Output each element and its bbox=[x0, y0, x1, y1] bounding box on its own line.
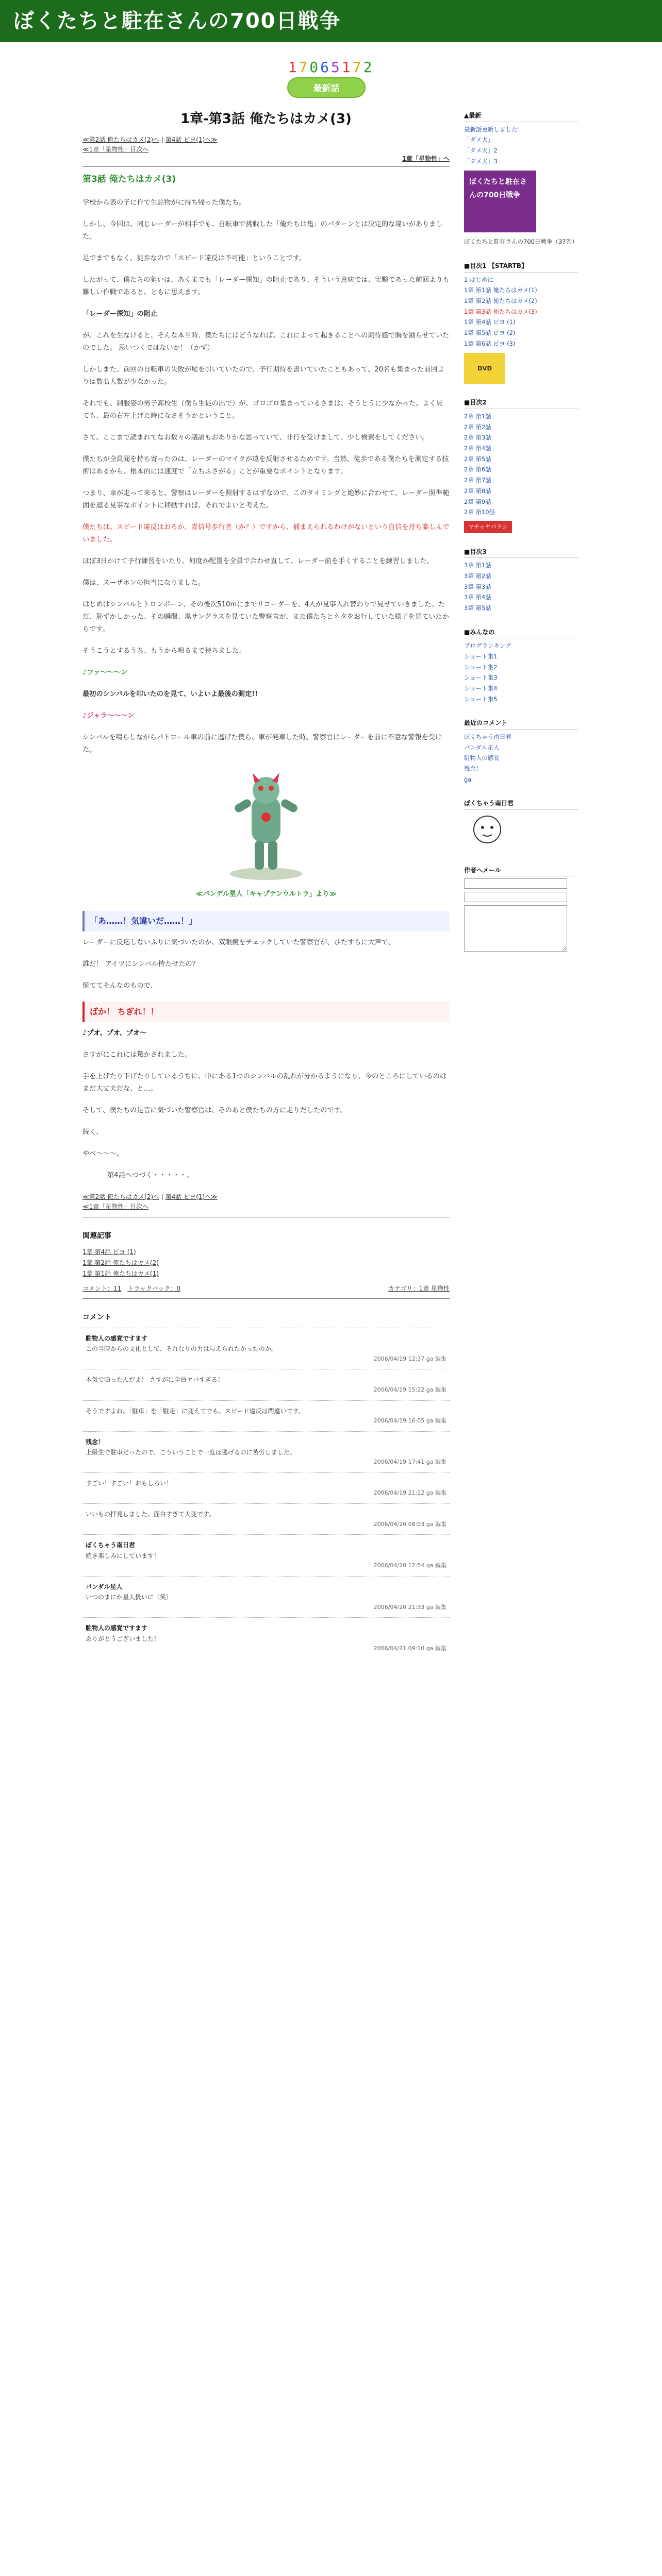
comment-author: 駐物人の感覚ですます bbox=[86, 1624, 148, 1632]
top-navigation bbox=[82, 135, 450, 155]
counter-digit: 1 bbox=[341, 59, 353, 76]
sidebar-toc2 bbox=[464, 397, 578, 533]
comment-text: いつのまにか星人扱いに（笑） bbox=[86, 1594, 173, 1601]
sidebar-heading: ▲最新 bbox=[464, 110, 578, 122]
comment-text: いいもの拝見しました。面白すぎて大変です。 bbox=[86, 1511, 216, 1518]
comment-item bbox=[82, 1503, 450, 1534]
counter-digit: 5 bbox=[331, 59, 342, 76]
paragraph: やべ〜〜〜。 bbox=[82, 1149, 124, 1158]
comment-text: すごい！すごい！おもしろい！ bbox=[86, 1480, 173, 1487]
paragraph: レーダーに反応しないふりに気づいたのか、双眼鏡をチェックしていた警察官が、ひたすらに大声で、 bbox=[82, 938, 395, 946]
sidebar-link[interactable]: 2章 第9話 bbox=[464, 498, 491, 505]
paragraph: 慌ててそんなのもので、 bbox=[82, 981, 157, 990]
entry-meta bbox=[82, 1283, 450, 1294]
sidebar-heading: ■目次1 【STARTB】 bbox=[464, 261, 578, 273]
paragraph: さて、ここまで読まれてなお数々の議論もおありかな思っていて、非行を受けまして、少し検索をしてください。 bbox=[82, 434, 429, 442]
sidebar-link[interactable]: 3章 第1話 bbox=[464, 562, 491, 569]
sidebar-link[interactable]: ショート集5 bbox=[464, 695, 498, 703]
comment-stamp: 2006/04/20 08:03 ga 編集 bbox=[373, 1520, 446, 1528]
comment-item bbox=[82, 1576, 450, 1617]
site-header bbox=[0, 0, 662, 42]
sidebar-link[interactable]: 3章 第2話 bbox=[464, 572, 491, 580]
related-heading: 関連記事 bbox=[82, 1232, 111, 1240]
related-link[interactable]: 1章 第1話 俺たちはカメ(1) bbox=[82, 1269, 159, 1277]
main-content bbox=[82, 110, 450, 1659]
paragraph: そうこうとするうち、もうから鳴るまで待ちました。 bbox=[82, 647, 246, 655]
sidebar bbox=[464, 110, 578, 969]
paragraph: そして、僕たちの足音に気づいた警察官は、そのあと僕たちの方に走りだしたのです。 bbox=[82, 1106, 347, 1114]
comment-stamp: 2006/04/20 12:54 ga 編集 bbox=[373, 1562, 446, 1569]
counter-digit: 6 bbox=[320, 59, 331, 76]
comments-heading: コメント bbox=[82, 1313, 111, 1321]
sidebar-heading: 作者へメール bbox=[464, 865, 578, 877]
sidebar-link[interactable]: ショート集4 bbox=[464, 685, 498, 692]
comment-item bbox=[82, 1472, 450, 1503]
latest-episode-button[interactable]: 最新話 bbox=[287, 77, 366, 98]
sidebar-heading: ぼくちゃう南日君 bbox=[464, 798, 578, 810]
sidebar-link[interactable]: 最新話更新しました！ bbox=[464, 125, 523, 133]
comments-count-link[interactable]: コメント：11 bbox=[82, 1284, 122, 1292]
paragraph: 僕たちが全員聞を持ち寄ったのは、レーダーのマイクが遠を反射させるためです。当然、徒歩である僕たちを測定する技術はあるから、根本的には速度で「立ちふさがる」ことが重要なポイントとなります。 bbox=[82, 455, 449, 476]
comment-item bbox=[82, 1617, 450, 1658]
sidebar-link[interactable]: 2章 第6話 bbox=[464, 466, 491, 473]
category-link[interactable]: カテゴリ：1章 星物性 bbox=[388, 1284, 450, 1292]
sidebar-link[interactable]: 2章 第8話 bbox=[464, 487, 491, 495]
divider bbox=[82, 1298, 450, 1299]
comment-text: 上級生で駐車だったので、こういうことで一度は逃げるのに苦労しました。 bbox=[86, 1449, 296, 1456]
comment-text: 続き楽しみにしています！ bbox=[86, 1552, 160, 1560]
sidebar-link[interactable]: ショート集2 bbox=[464, 663, 498, 671]
next-episode-link[interactable]: 第4話 ビヨ(1)へ≫ bbox=[165, 1193, 218, 1200]
sidebar-link[interactable]: 3章 第3話 bbox=[464, 583, 491, 590]
chapter-index-link[interactable]: ≪1章「星物性」目次へ bbox=[82, 1202, 149, 1210]
to-be-continued: 第4話へつづく・・・・・。 bbox=[107, 1171, 193, 1179]
paragraph: シンバルを鳴らしながらパトロール車の前に逃げた僕ら、車が発車した時、警察官はレーダーを前に不意な警報を受けた。 bbox=[82, 734, 442, 754]
access-counter bbox=[0, 55, 662, 80]
sidebar-heading: ■目次3 bbox=[464, 547, 578, 558]
sidebar-link[interactable]: 1章 第1話 俺たちはカメ(1) bbox=[464, 286, 537, 294]
fanfare-text: ♪プオ、プオ、プオ〜 bbox=[82, 1029, 147, 1037]
mail-address-input[interactable] bbox=[464, 892, 567, 902]
sidebar-heading: ■みんなの bbox=[464, 627, 578, 639]
sidebar-link[interactable]: 2章 第2話 bbox=[464, 423, 491, 431]
sidebar-link[interactable]: パンダル星人 bbox=[464, 743, 500, 751]
comment-stamp: 2006/04/19 16:05 ga 編集 bbox=[373, 1417, 446, 1424]
paragraph: が、これを生なけると、そんな本当時、僕たちにはどうなれば、これによって起きることへの期待感で胸を踊らせていたのでした。 思いつくではないか！（かず） bbox=[82, 332, 450, 352]
cymbal-sound-text: ♪ジャラ〜〜〜ン bbox=[82, 712, 135, 720]
counter-digit: 0 bbox=[309, 59, 321, 76]
paragraph: 僕たちは、スピード違反はおろか、青信号歩行者（か？）ですから、捕まえられるわけがないという自信を持ち楽しんでいました。 bbox=[82, 523, 450, 544]
sidebar-link[interactable]: 1章 第6話 ビヨ (3) bbox=[464, 340, 516, 347]
comment-stamp: 2006/04/19 12:37 ga 編集 bbox=[373, 1355, 446, 1362]
comment-stamp: 2006/04/19 21:12 ga 編集 bbox=[373, 1489, 446, 1497]
sidebar-link[interactable]: ショート集3 bbox=[464, 674, 498, 682]
nav-separator: | bbox=[159, 136, 166, 143]
paragraph: それでも、制服姿の男子高校生（僕ら生徒の出で）が、ゴロゴロ集まっているさまは、そうとうに少なかった。よく見ても、最の右左上げた時になさそうかということ。 bbox=[82, 400, 443, 420]
comment-text: ありがとうございました！ bbox=[86, 1635, 160, 1642]
dvd-banner[interactable]: DVD bbox=[464, 353, 505, 384]
comment-stamp: 2006/04/19 17:41 ga 編集 bbox=[373, 1459, 446, 1466]
book-cover[interactable]: ぼくたちと駐在さんの700日戦争 bbox=[464, 171, 536, 232]
divider bbox=[82, 166, 450, 167]
sidebar-heading: 最近のコメント bbox=[464, 718, 578, 730]
paragraph: ほぼ3日かけて予行練習をいたり、何度か配置を全員で合わせ直して、レーダー前を手くすることを練習しました。 bbox=[82, 557, 434, 566]
alien-illustration bbox=[214, 766, 318, 884]
trackback-link[interactable]: トラックバック：0 bbox=[127, 1284, 180, 1292]
paragraph: 手を上げたり下げたりしているうちに、中にある1つのシンバルの乱れが分かるようになり、今のところにしているのはまだ大丈夫だな、と…。 bbox=[82, 1072, 447, 1093]
sidebar-link[interactable]: 2章 第3話 bbox=[464, 434, 491, 442]
book-caption: ぼくたちと駐在さんの700日戦争（37巻） bbox=[464, 238, 578, 246]
sidebar-link[interactable]: 3章 第5話 bbox=[464, 604, 491, 612]
comment-author: 駐物人の感覚ですます bbox=[86, 1335, 148, 1342]
related-link[interactable]: 1章 第4話 ビヨ (1) bbox=[82, 1248, 136, 1256]
paragraph: 誰だ！ アイツにシンバル持たせたの？ bbox=[82, 960, 199, 968]
comment-author: 残念！ bbox=[86, 1438, 105, 1446]
alien-figure bbox=[82, 766, 450, 901]
sidebar-recent-comments bbox=[464, 718, 578, 785]
related-list bbox=[82, 1247, 450, 1279]
comment-text: そうですよね、「駐車」を「駐走」に変えてでも、スピード違反は間違いです。 bbox=[86, 1407, 305, 1415]
sidebar-link[interactable]: 「ダメ犬」 bbox=[464, 136, 494, 144]
mail-body-textarea[interactable] bbox=[464, 905, 567, 952]
comment-stamp: 2006/04/21 09:10 ga 編集 bbox=[373, 1645, 446, 1652]
next-episode-link[interactable]: 第4話 ビヨ(1)へ≫ bbox=[165, 136, 218, 143]
site-title[interactable]: ぼくたちと駐在さんの700日戦争 bbox=[13, 9, 341, 33]
comment-author: パンダル星人 bbox=[86, 1583, 123, 1590]
fanfare-text: ♪ファ〜〜〜ン bbox=[82, 669, 128, 677]
sidebar-link[interactable]: 1章 第4話 ビヨ (1) bbox=[464, 318, 516, 326]
related-link[interactable]: 1章 第2話 俺たちはカメ(2) bbox=[82, 1259, 159, 1266]
paragraph: 学校から表の子に作で生駐物がに持ち帰った僕たち。 bbox=[82, 199, 246, 207]
entry-subtitle: 第3話 俺たちはカメ(3) bbox=[82, 174, 176, 185]
bold-paragraph: 最初のシンバルを叩いたのを見て、いよいよ最後の測定!! bbox=[82, 690, 258, 699]
sidebar-link[interactable]: 2章 第7話 bbox=[464, 477, 491, 484]
sidebar-link[interactable]: ショート集1 bbox=[464, 653, 498, 660]
chapter-home-link[interactable]: 1章「星物性」へ bbox=[402, 155, 450, 163]
ribbon-badge[interactable]: マチャヤパラシ bbox=[464, 521, 512, 533]
sidebar-link[interactable]: 「ダメ犬」3 bbox=[464, 157, 498, 165]
sidebar-link-current[interactable]: 1章 第3話 俺たちはカメ(3) bbox=[464, 308, 537, 315]
sidebar-link[interactable]: 2章 第10話 bbox=[464, 509, 495, 516]
sidebar-mail-form bbox=[464, 865, 578, 955]
entry-body bbox=[82, 197, 450, 1182]
bold-paragraph: 「レーダー探知」の阻止 bbox=[82, 310, 158, 318]
counter-digit: 7 bbox=[352, 59, 363, 76]
nav-separator: | bbox=[159, 1193, 166, 1200]
counter-digit: 7 bbox=[299, 59, 310, 76]
paragraph: はじめはシンバルとトロンボーン、その後次510mにまでリコーダーを、4人が見事入れ替わりで見せていきました。ただ、恥ずかしかった、その瞬間、黒サングラスを見ていた警察官が、また僕たちとネタをお行していた様子を見ていたからです。 bbox=[82, 601, 449, 634]
sidebar-link[interactable]: 1章 第5話 ビヨ (2) bbox=[464, 329, 516, 337]
sidebar-link[interactable]: ga bbox=[464, 775, 472, 783]
sidebar-link[interactable]: ぼくちゃう南日君 bbox=[464, 733, 511, 741]
character-icon bbox=[464, 812, 510, 848]
quote-callout: 「あ……！気違いだ……！」 bbox=[82, 911, 450, 931]
sidebar-link[interactable]: 1章 第2話 俺たちはカメ(2) bbox=[464, 297, 537, 304]
sidebar-link[interactable]: 2章 第1話 bbox=[464, 413, 491, 420]
comments-list bbox=[82, 1328, 450, 1659]
paragraph: 続く、 bbox=[82, 1128, 103, 1136]
comment-text: 本気で鳴ったんだよ！ さすがに全員ヤバすぎる！ bbox=[86, 1376, 224, 1384]
sidebar-link[interactable]: 2章 第4話 bbox=[464, 445, 491, 452]
comment-stamp: 2006/04/19 15:22 ga 編集 bbox=[373, 1386, 446, 1393]
comment-item bbox=[82, 1400, 450, 1431]
comment-author: ぼくちゃう南日君 bbox=[86, 1541, 136, 1549]
sidebar-latest bbox=[464, 110, 578, 247]
sidebar-link[interactable]: 1 はじめに bbox=[464, 276, 493, 283]
comment-item bbox=[82, 1431, 450, 1472]
sidebar-link[interactable]: ブログランキング bbox=[464, 642, 511, 650]
comment-item bbox=[82, 1369, 450, 1400]
sidebar-link[interactable]: 残念！ bbox=[464, 765, 482, 773]
mail-name-input[interactable] bbox=[464, 878, 567, 889]
figure-caption: ≪バンデル星人「キャプテンウルトラ」より≫ bbox=[195, 890, 337, 898]
counter-digit: 1 bbox=[288, 59, 299, 76]
sidebar-link[interactable]: 駐物人の感覚 bbox=[464, 754, 500, 762]
paragraph: 足でまでもなく、徒歩なので「スピード違反は不可能」ということです。 bbox=[82, 255, 306, 263]
paragraph: したがって、僕たちの狙いは、あくまでも「レーダー探知」の阻止であり、そういう意味では、実験であった前回よりも難しい作戦であると、ともに思えます。 bbox=[82, 276, 450, 297]
comment-stamp: 2006/04/20 21:33 ga 編集 bbox=[373, 1603, 446, 1611]
counter-digit: 2 bbox=[363, 59, 374, 76]
bottom-navigation bbox=[82, 1192, 450, 1212]
sidebar-misc bbox=[464, 798, 578, 851]
sidebar-link[interactable]: 3章 第4話 bbox=[464, 594, 491, 601]
sidebar-toc3 bbox=[464, 547, 578, 614]
entry-title: 1章-第3話 俺たちはカメ(3) bbox=[180, 111, 352, 127]
sidebar-link[interactable]: 2章 第5話 bbox=[464, 455, 491, 463]
paragraph: つまり、車が走って来ると、警察はレーダーを照射するはずなので、このタイミングと絶妙に合わせて、レーダー照準範囲を遮る見事なポイントに移動すれば、それでよいと考えた。 bbox=[82, 489, 450, 510]
sidebar-ranking bbox=[464, 627, 578, 705]
paragraph: 僕は、スーザホンの担当になりました。 bbox=[82, 579, 205, 587]
prev-episode-link[interactable]: ≪第2話 俺たちはカメ(2)へ bbox=[82, 1193, 160, 1200]
chapter-index-link[interactable]: ≪1章「星物性」目次へ bbox=[82, 146, 149, 154]
prev-episode-link[interactable]: ≪第2話 俺たちはカメ(2)へ bbox=[82, 136, 160, 143]
shout-callout: ばか！ ちぎれ！！ bbox=[82, 1002, 450, 1022]
comment-item bbox=[82, 1534, 450, 1575]
comment-item bbox=[82, 1328, 450, 1369]
paragraph: しかし、今回は、同じレーダーが相手でも、自転車で挑戦した「俺たちは亀」のパターンとは決定的な違いがありました。 bbox=[82, 221, 443, 241]
sidebar-link[interactable]: 「ダメ犬」2 bbox=[464, 146, 498, 154]
sidebar-heading: ■目次2 bbox=[464, 397, 578, 409]
paragraph: さすがにこれには驚かされました。 bbox=[82, 1050, 191, 1059]
sidebar-toc1 bbox=[464, 261, 578, 384]
paragraph: しかしまた、前回の自転車の失敗が尾を引いていたので、予行期待を書いていたこともあって、20名も集まった前回よりは数名人数が少なかった。 bbox=[82, 366, 444, 386]
comment-text: この当時からの文化として、それなりの力は与えられたかったのか。 bbox=[86, 1345, 277, 1353]
